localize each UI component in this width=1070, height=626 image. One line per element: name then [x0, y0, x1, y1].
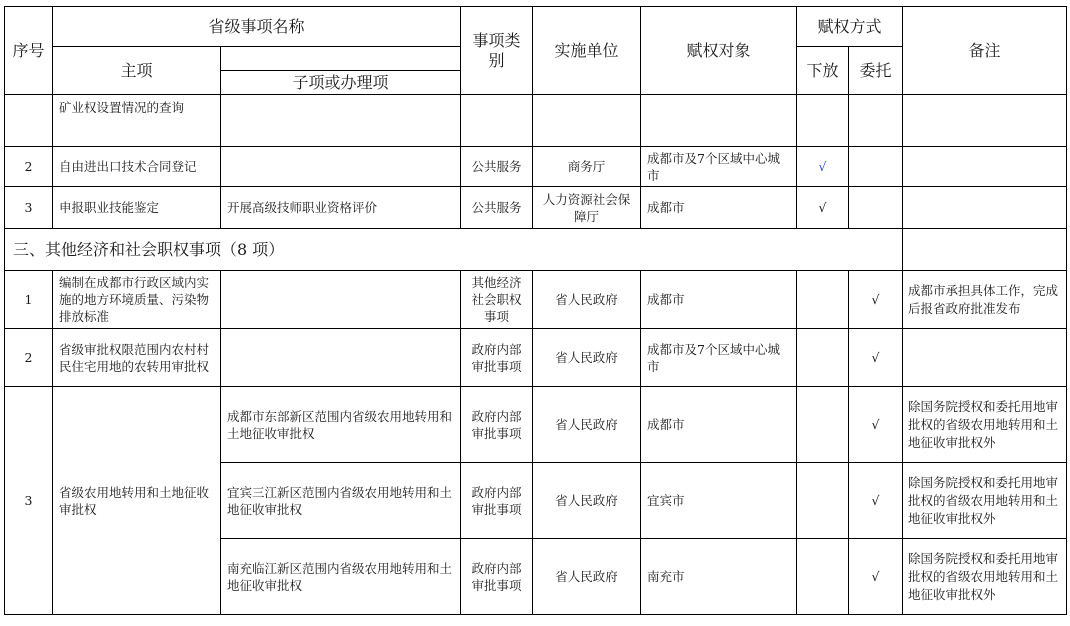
header-seq: 序号 [5, 7, 53, 95]
cell-down [797, 95, 849, 147]
cell-remark [903, 187, 1067, 229]
header-method-group: 赋权方式 [797, 7, 903, 47]
cell-seq: 2 [5, 147, 53, 187]
header-unit: 实施单位 [533, 7, 641, 95]
cell-entrust: √ [849, 271, 903, 329]
cell-seq: 2 [5, 329, 53, 387]
header-category: 事项类别 [461, 7, 533, 95]
cell-down [797, 539, 849, 615]
cell-unit: 商务厅 [533, 147, 641, 187]
cell-main: 申报职业技能鉴定 [53, 187, 221, 229]
table-row [5, 329, 1067, 387]
cell-target: 宜宾市 [641, 463, 797, 539]
cell-sub: 南充临江新区范围内省级农用地转用和土地征收审批权 [221, 539, 461, 615]
cell-category: 政府内部审批事项 [461, 463, 533, 539]
cell-unit: 省人民政府 [533, 387, 641, 463]
cell-category: 政府内部审批事项 [461, 387, 533, 463]
cell-category: 公共服务 [461, 187, 533, 229]
cell-sub: 宜宾三江新区范围内省级农用地转用和土地征收审批权 [221, 463, 461, 539]
header-remark: 备注 [903, 7, 1067, 95]
cell-sub [221, 271, 461, 329]
cell-remark [903, 147, 1067, 187]
authority-table [4, 6, 1067, 615]
cell-unit: 省人民政府 [533, 329, 641, 387]
cell-down [797, 387, 849, 463]
cell-down: √ [797, 147, 849, 187]
cell-down: √ [797, 187, 849, 229]
header-entrust: 委托 [849, 47, 903, 95]
header-target: 赋权对象 [641, 7, 797, 95]
cell-down [797, 271, 849, 329]
cell-unit: 人力资源社会保障厅 [533, 187, 641, 229]
header-sub-item: 子项或办理项 [221, 71, 461, 95]
cell-main: 省级审批权限范围内农村村民住宅用地的农转用审批权 [53, 329, 221, 387]
cell-unit: 省人民政府 [533, 271, 641, 329]
cell-entrust [849, 95, 903, 147]
cell-main: 矿业权设置情况的查询 [53, 95, 221, 147]
cell-main: 省级农用地转用和土地征收审批权 [53, 387, 221, 615]
cell-down [797, 463, 849, 539]
cell-category: 其他经济社会职权事项 [461, 271, 533, 329]
cell-seq: 3 [5, 187, 53, 229]
cell-main: 编制在成都市行政区域内实施的地方环境质量、污染物排放标准 [53, 271, 221, 329]
cell-remark [903, 329, 1067, 387]
cell-entrust: √ [849, 539, 903, 615]
cell-seq: 3 [5, 387, 53, 615]
cell-entrust [849, 147, 903, 187]
cell-down [797, 329, 849, 387]
cell-target: 成都市及7个区域中心城市 [641, 147, 797, 187]
cell-unit: 省人民政府 [533, 539, 641, 615]
table-row [5, 387, 1067, 463]
section-remark [903, 229, 1067, 271]
header-sub-spacer [221, 47, 461, 71]
cell-target: 成都市及7个区域中心城市 [641, 329, 797, 387]
cell-sub: 开展高级技师职业资格评价 [221, 187, 461, 229]
table-row [5, 187, 1067, 229]
cell-remark: 除国务院授权和委托用地审批权的省级农用地转用和土地征收审批权外 [903, 387, 1067, 463]
cell-category: 公共服务 [461, 147, 533, 187]
cell-entrust [849, 187, 903, 229]
table-row [5, 95, 1067, 147]
cell-category [461, 95, 533, 147]
cell-target: 成都市 [641, 387, 797, 463]
table-row [5, 271, 1067, 329]
cell-target: 成都市 [641, 187, 797, 229]
cell-category: 政府内部审批事项 [461, 329, 533, 387]
cell-remark: 除国务院授权和委托用地审批权的省级农用地转用和土地征收审批权外 [903, 539, 1067, 615]
cell-target [641, 95, 797, 147]
cell-sub [221, 329, 461, 387]
cell-category: 政府内部审批事项 [461, 539, 533, 615]
cell-seq: 1 [5, 271, 53, 329]
cell-sub [221, 95, 461, 147]
cell-remark: 除国务院授权和委托用地审批权的省级农用地转用和土地征收审批权外 [903, 463, 1067, 539]
cell-main: 自由进出口技术合同登记 [53, 147, 221, 187]
cell-remark: 成都市承担具体工作，完成后报省政府批准发布 [903, 271, 1067, 329]
cell-sub [221, 147, 461, 187]
cell-sub: 成都市东部新区范围内省级农用地转用和土地征收审批权 [221, 387, 461, 463]
cell-target: 成都市 [641, 271, 797, 329]
cell-entrust: √ [849, 463, 903, 539]
cell-entrust: √ [849, 387, 903, 463]
section-row [5, 229, 1067, 271]
cell-remark [903, 95, 1067, 147]
table-row [5, 147, 1067, 187]
section-title: 三、其他经济和社会职权事项（8 项） [5, 229, 903, 271]
cell-entrust: √ [849, 329, 903, 387]
cell-unit [533, 95, 641, 147]
cell-seq [5, 95, 53, 147]
header-name-group: 省级事项名称 [53, 7, 461, 47]
cell-unit: 省人民政府 [533, 463, 641, 539]
header-delegate-down: 下放 [797, 47, 849, 95]
cell-target: 南充市 [641, 539, 797, 615]
header-main-item: 主项 [53, 47, 221, 95]
